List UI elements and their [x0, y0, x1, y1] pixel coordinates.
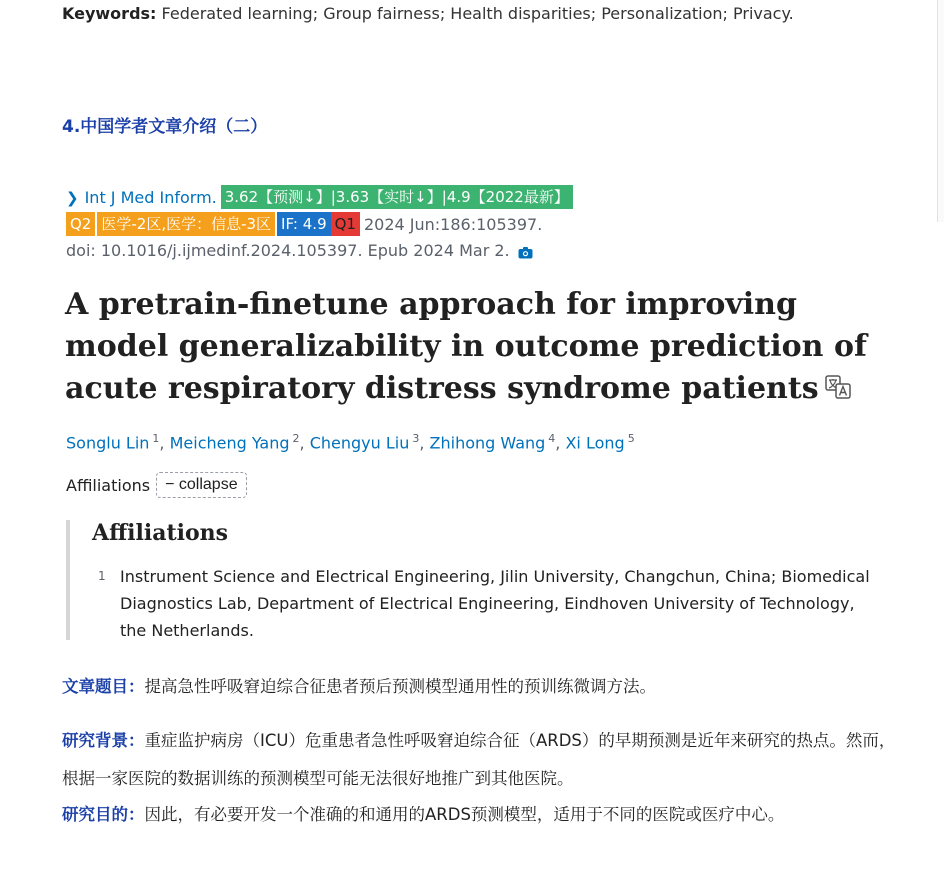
author-link[interactable]: Chengyu Liu: [309, 433, 410, 453]
chevron-right-icon: ❯: [66, 188, 79, 207]
article-title: [65, 284, 885, 411]
author-sup[interactable]: 1: [152, 432, 160, 445]
summary-purpose-label: 研究目的：: [62, 805, 145, 824]
summary-title-text: 提高急性呼吸窘迫综合征患者预后预测模型通用性的预训练微调方法。: [144, 677, 656, 696]
author-link[interactable]: Xi Long: [565, 433, 625, 453]
journal-name: Int J Med Inform.: [84, 187, 217, 207]
summary-purpose-paragraph: [62, 796, 902, 834]
author-sup[interactable]: 5: [627, 432, 635, 445]
summary-title-paragraph: [62, 668, 902, 706]
article-title-text: A pretrain-finetune approach for improving model generalizability in outcome prediction of acute respiratory distress syndrome patients: [65, 287, 867, 406]
author-link[interactable]: Zhihong Wang: [429, 433, 546, 453]
quartile-q1-badge: Q1: [331, 212, 360, 236]
publication-date: 2024 Jun:186:105397.: [363, 214, 543, 234]
citation-line-1: [66, 185, 573, 209]
keywords-line: [62, 4, 794, 23]
affiliation-number: 1: [98, 569, 106, 583]
impact-score-badge: 3.62【预测↓】|3.63【实时↓】|4.9【2022最新】: [221, 185, 573, 209]
author-sup[interactable]: 4: [548, 432, 556, 445]
keywords-label: Keywords:: [62, 4, 157, 23]
author-link[interactable]: Songlu Lin: [66, 433, 150, 453]
section-heading: 4.中国学者文章介绍（二）: [62, 117, 268, 137]
summary-purpose-text: 因此，有必要开发一个准确的和通用的ARDS预测模型，适用于不同的医院或医疗中心。: [144, 805, 785, 824]
collapse-button[interactable]: − collapse: [156, 472, 247, 498]
affiliations-label: Affiliations: [66, 475, 151, 495]
affiliations-heading: Affiliations: [92, 520, 229, 546]
author-sup[interactable]: 3: [412, 432, 420, 445]
affiliation-text: Instrument Science and Electrical Engineering, Jilin University, Changchun, China; Biomedical Diagnostics Lab, Department of Electrical Engineering, Eindhoven University of Technology, the Netherlands.: [120, 567, 870, 640]
journal-link[interactable]: [66, 188, 217, 207]
camera-icon[interactable]: [518, 244, 533, 257]
quartile-q2-badge: Q2: [66, 212, 95, 236]
citation-line-2: [66, 212, 542, 236]
affiliations-toggle-row: [66, 472, 247, 498]
keywords-text: Federated learning; Group fairness; Health disparities; Personalization; Privacy.: [156, 4, 794, 23]
summary-background-paragraph: [62, 722, 902, 798]
summary-background-text: 重症监护病房（ICU）危重患者急性呼吸窘迫综合征（ARDS）的早期预测是近年来研究的热点。然而，根据一家医院的数据训练的预测模型可能无法很好地推广到其他医院。: [62, 731, 896, 788]
affiliations-panel: [66, 520, 880, 640]
scrollbar[interactable]: [937, 0, 944, 222]
category-badge: 医学-2区,医学：信息-3区: [97, 212, 275, 236]
doi-text: doi: 10.1016/j.ijmedinf.2024.105397. Epub 2024 Mar 2.: [66, 241, 510, 260]
summary-background-label: 研究背景：: [62, 731, 145, 750]
translate-icon[interactable]: [825, 369, 851, 411]
author-sup[interactable]: 2: [292, 432, 300, 445]
author-link[interactable]: Meicheng Yang: [169, 433, 290, 453]
summary-title-label: 文章题目：: [62, 677, 145, 696]
citation-line-3: [66, 241, 533, 260]
author-list: Songlu Lin $^1$, Meicheng Yang $^2$, Chengyu Liu $^3$, Zhihong Wang $^4$, Xi Long $^5$: [66, 432, 635, 453]
impact-factor-badge: IF: 4.9: [277, 212, 331, 236]
